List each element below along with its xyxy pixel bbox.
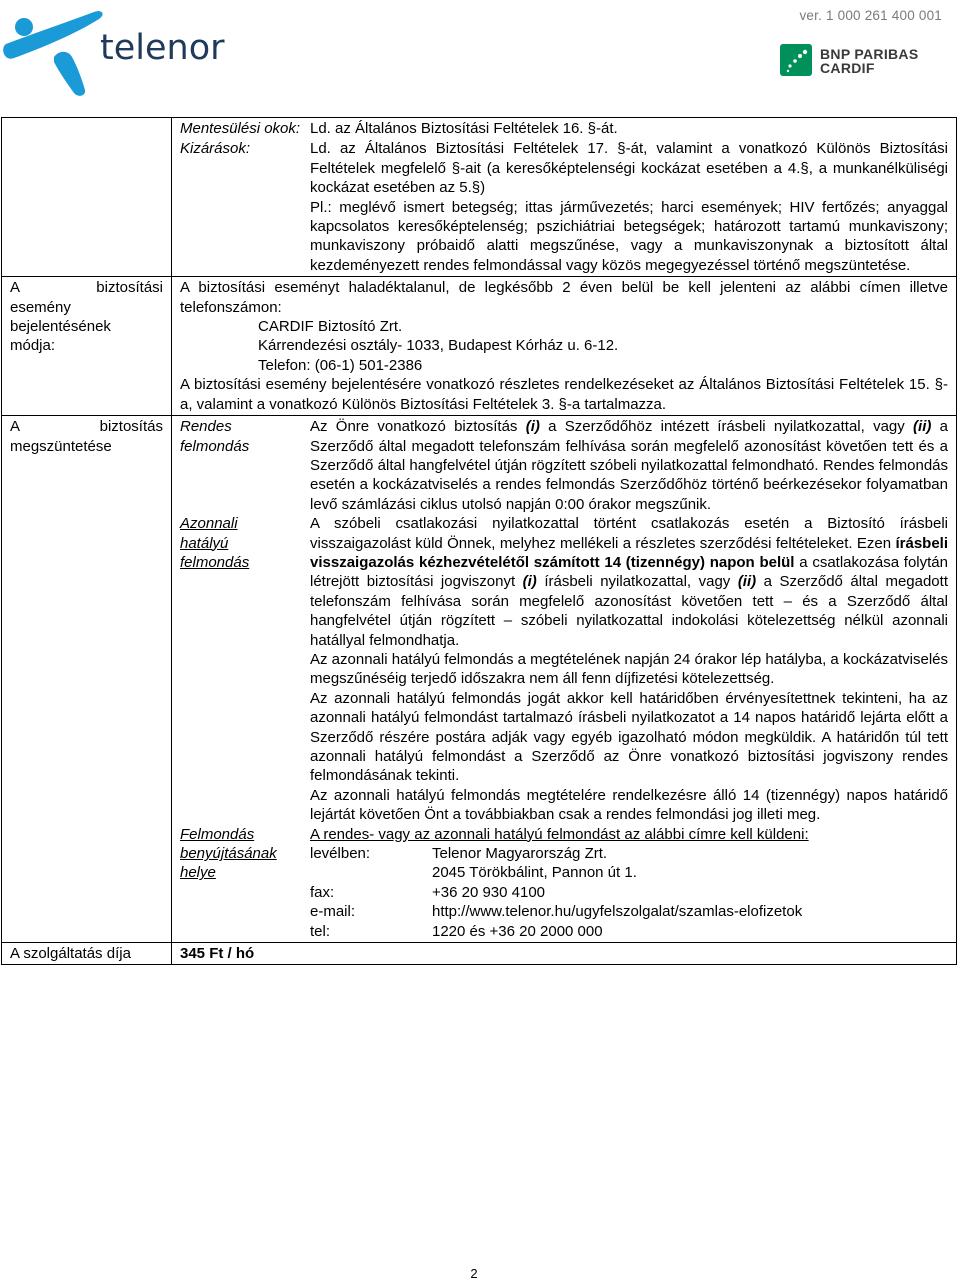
- submission-letter: [310, 844, 948, 883]
- submission-email: [310, 902, 948, 921]
- notification-cell: [172, 277, 957, 416]
- immediate-p1-part: írásbeli nyilatkozattal, vagy: [536, 573, 738, 591]
- immediate-termination-label: [180, 514, 310, 825]
- notification-phone: Telefon: (06-1) 501-2386: [258, 356, 423, 374]
- submission-label-line2: benyújtásának: [180, 845, 277, 863]
- telenor-propeller-icon: [2, 2, 232, 98]
- fax-value: +36 20 930 4100: [432, 883, 546, 901]
- notification-row: [2, 277, 957, 416]
- letter-address: 2045 Törökbálint, Pannon út 1.: [432, 864, 637, 882]
- regular-text-ii: (ii): [913, 418, 932, 436]
- immediate-p1-bold: írásbeli visszaigazolás kézhezvételétől számított 14 (tizennégy) napon belül: [310, 534, 948, 571]
- termination-row: [2, 416, 957, 943]
- regular-text-i: (i): [525, 418, 540, 436]
- regular-text-part: Az Önre vonatkozó biztosítás: [310, 418, 526, 436]
- bnp-stars-icon: [780, 44, 814, 78]
- submission-fax: [310, 883, 948, 902]
- bnp-paribas-cardif-logo: [780, 44, 950, 80]
- email-link[interactable]: http://www.telenor.hu/ugyfelszolgalat/szamlas-elofizetok: [432, 903, 803, 921]
- immediate-label-line3: felmondás: [180, 553, 250, 571]
- exclusions-cell: [172, 138, 957, 276]
- submission-title: A rendes- vagy az azonnali hatályú felmondást az alábbi címre kell küldeni:: [310, 825, 809, 843]
- notification-label: [2, 277, 172, 416]
- regular-label-line1: Rendes: [180, 418, 232, 436]
- telenor-logo-text: telenor: [100, 28, 225, 68]
- exemption-label: Mentesülési okok:: [180, 120, 301, 137]
- notification-label-line2: esemény: [10, 298, 71, 316]
- immediate-label-line1: Azonnali: [180, 515, 238, 533]
- regular-label-line2: felmondás: [180, 437, 250, 455]
- fee-row: [2, 943, 957, 965]
- exemption-exclusion-label-cell: [2, 118, 172, 277]
- email-key: e-mail:: [310, 903, 356, 921]
- notification-label-line3: bejelentésének: [10, 318, 111, 336]
- exclusions-example: Pl.: meglévő ismert betegség; ittas járművezetés; harci események; HIV fertőzés; anyaggal kapcsolatos keresőképtelenség; pszichiátriai betegségek; határozott tartamú munkaviszony; munkaviszony próbaidő alatti megszűnése, vagy a munkaviszonynak a biztosított által kezdeményezett rendes felmondással vagy közös megegyezéssel történő megszüntetése.: [310, 198, 948, 274]
- submission-label-line3: helye: [180, 864, 216, 882]
- immediate-label-line2: hatályú: [180, 534, 229, 552]
- tel-key: tel:: [310, 922, 331, 940]
- submission-place: [180, 825, 948, 941]
- letter-value: Telenor Magyarország Zrt.: [432, 845, 608, 863]
- notification-details: A biztosítási esemény bejelentésére vonatkozó részletes rendelkezéseket az Általános Biztosítási Feltételek 15. §-a, valamint a vonatkozó Különös Biztosítási Feltételek 3. §-a tartalmazza.: [180, 376, 948, 413]
- notification-company: CARDIF Biztosító Zrt.: [258, 318, 403, 336]
- immediate-p2: Az azonnali hatályú felmondás a megtételének napján 24 órakor lép hatályba, a kockázatviselés megszűnéséig terjedő időszakra nem áll fenn díjfizetési kötelezettség.: [310, 650, 948, 688]
- bnp-line2: CARDIF: [820, 60, 875, 76]
- notification-intro: A biztosítási eseményt haladéktalanul, de legkésőbb 2 éven belül be kell jelenteni az alábbi címen illetve telefonszámon:: [180, 279, 948, 316]
- regular-text-part: a Szerződő által megadott telefonszám felhívása során megfelelő azonosítást követően tett és a Szerződő által hangfelvétel útján rögzített szóbeli nyilatkozattal felmondható. Rendes felmondás esetén a kockázatviselés a rendes felmondás Szerződőhöz történő beérkezésekor folyamatban levő számlázási ciklus utolsó napján 0:00 órakor megszűnik.: [310, 418, 948, 513]
- bnp-line1: BNP PARIBAS: [820, 46, 919, 62]
- immediate-p1-i: (i): [522, 573, 537, 591]
- termination-cell: [172, 416, 957, 943]
- notification-label-line4: módja:: [10, 337, 56, 355]
- regular-termination-label: [180, 417, 310, 514]
- immediate-p1-part: A szóbeli csatlakozási nyilatkozattal történt csatlakozás esetén a Biztosító írásbeli visszaigazolást küld Önnek, melyhez mellékeli a részletes szerződési feltételeket. Ezen: [310, 515, 948, 552]
- notification-label-line1: A biztosítási: [10, 279, 163, 297]
- notification-address: Kárrendezési osztály- 1033, Budapest Kórház u. 6-12.: [258, 337, 619, 355]
- immediate-p4: Az azonnali hatályú felmondás megtételére rendelkezésre álló 14 (tizennégy) napos határidő lejártát követően Önt a továbbiakban csak a rendes felmondási jog illeti meg.: [310, 786, 948, 824]
- termination-label-line1: A biztosítás: [10, 418, 163, 436]
- fee-value: 345 Ft / hó: [172, 943, 957, 965]
- immediate-p1-ii: (ii): [737, 573, 757, 591]
- exemption-cell: [172, 118, 957, 139]
- page-number: 2: [470, 1266, 478, 1281]
- exclusions-label: Kizárások:: [180, 140, 251, 158]
- regular-termination: [180, 417, 948, 514]
- exemption-text: Ld. az Általános Biztosítási Feltételek 16. §-át.: [310, 120, 618, 137]
- exemption-row: [2, 118, 957, 139]
- immediate-p1-part: a csatlakozása folytán létrejött biztosítási jogviszonyt: [310, 553, 948, 591]
- submission-label-line1: Felmondás: [180, 825, 255, 843]
- page-header: [0, 0, 960, 100]
- exclusions-text: Ld. az Általános Biztosítási Feltételek 17. §-át, valamint a vonatkozó Különös Biztosítási Feltételek megfelelő §-ait (a keresőképtelenségi kockázat esetében a 4.§, a munkanélküliségi kockázat esetében az 5.§): [310, 140, 948, 197]
- submission-tel: [310, 922, 948, 941]
- immediate-p1: [310, 514, 948, 650]
- immediate-termination-text: [310, 514, 948, 825]
- telenor-logo: [2, 2, 232, 98]
- tel-value: 1220 és +36 20 2000 000: [432, 922, 603, 940]
- submission-details: [310, 825, 948, 941]
- immediate-p1-part: a Szerződő által megadott telefonszám felhívása során megfelelő azonosítást követően tett – és a Szerződő által hangfelvétel útján rögzített – szóbeli nyilatkozattal indokolási kötelezettség nélkül azonnali hatállyal felmondhatja.: [310, 573, 948, 649]
- termination-label-line2: megszüntetése: [10, 437, 112, 455]
- letter-key: levélben:: [310, 845, 371, 863]
- fee-label: A szolgáltatás díja: [2, 943, 172, 965]
- version-number: ver. 1 000 261 400 001: [799, 8, 942, 23]
- fax-key: fax:: [310, 883, 335, 901]
- submission-label: [180, 825, 310, 941]
- insurance-info-table: [1, 117, 957, 965]
- immediate-termination: [180, 514, 948, 825]
- regular-text-part: a Szerződőhöz intézett írásbeli nyilatkozattal, vagy: [539, 418, 914, 436]
- termination-label: [2, 416, 172, 943]
- regular-termination-text: [310, 417, 948, 514]
- immediate-p3: Az azonnali hatályú felmondás jogát akkor kell határidőben érvényesítettnek tekinteni, ha az azonnali hatályú felmondást tartalmazó írásbeli nyilatkozatot a 14 napos határidő lejárta előtt a Szerződő részére postára adják vagy egyéb igazolható módon megküldik. A határidőn túl tett azonnali hatályú felmondást a Szerződő az Önre vonatkozó biztosítási jogviszony rendes felmondásának tekinti.: [310, 689, 948, 785]
